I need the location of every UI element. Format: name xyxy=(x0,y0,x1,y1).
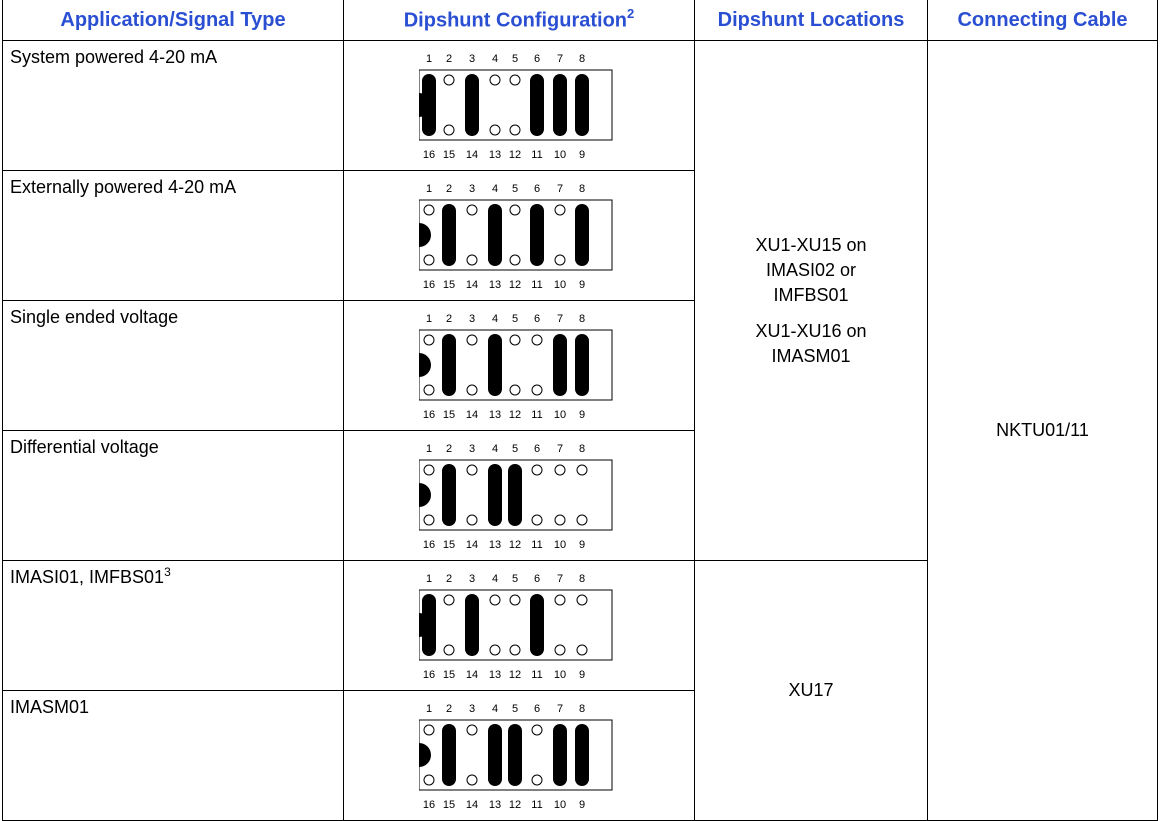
open-pin xyxy=(510,385,520,395)
pin-number-label: 16 xyxy=(422,149,436,161)
pin-number-label: 11 xyxy=(531,539,543,551)
open-pin xyxy=(424,205,434,215)
dipshunt-table xyxy=(2,0,1158,821)
signal-type-cell: Single ended voltage xyxy=(3,301,344,431)
pin-number-label: 10 xyxy=(553,799,567,811)
location-cell-xu1 xyxy=(695,41,928,561)
pin-number-label: 8 xyxy=(578,703,586,715)
open-pin xyxy=(490,595,500,605)
pin-number-label: 13 xyxy=(488,539,502,551)
pin-number-label: 16 xyxy=(422,799,436,811)
signal-type-cell: System powered 4-20 mA xyxy=(3,41,344,171)
open-pin xyxy=(444,75,454,85)
pin-number-label: 6 xyxy=(533,183,541,195)
shunt-jumper xyxy=(530,594,544,656)
dipshunt-config-cell xyxy=(344,301,695,431)
pin-number-label: 9 xyxy=(578,799,586,811)
open-pin xyxy=(577,465,587,475)
open-pin xyxy=(424,515,434,525)
pin-number-label: 6 xyxy=(533,313,541,325)
pin-number-label: 14 xyxy=(465,669,479,681)
footnote-2: 2 xyxy=(627,6,635,22)
shunt-jumper xyxy=(575,724,589,786)
open-pin xyxy=(424,465,434,475)
open-pin xyxy=(444,125,454,135)
pin-number-label: 15 xyxy=(442,149,456,161)
pin-number-label: 7 xyxy=(556,313,564,325)
pin-number-label: 12 xyxy=(508,149,522,161)
pin-number-label: 9 xyxy=(578,279,586,291)
header-connecting-cable: Connecting Cable xyxy=(928,0,1158,41)
shunt-jumper xyxy=(553,334,567,396)
shunt-jumper xyxy=(422,594,436,656)
open-pin xyxy=(467,725,477,735)
pin-number-label: 7 xyxy=(556,53,564,65)
orientation-notch xyxy=(419,353,431,377)
open-pin xyxy=(510,255,520,265)
shunt-jumper xyxy=(530,204,544,266)
pin-number-label: 2 xyxy=(445,183,453,195)
pin-number-label: 16 xyxy=(422,279,436,291)
shunt-jumper xyxy=(465,594,479,656)
open-pin xyxy=(555,645,565,655)
shunt-jumper xyxy=(575,74,589,136)
open-pin xyxy=(555,255,565,265)
pin-number-label: 16 xyxy=(422,669,436,681)
pin-number-label: 14 xyxy=(465,409,479,421)
location-text: XU1-XU16 on IMASM01 xyxy=(755,320,867,366)
open-pin xyxy=(555,205,565,215)
shunt-jumper xyxy=(488,724,502,786)
shunt-jumper xyxy=(442,724,456,786)
dipshunt-config-cell xyxy=(344,691,695,821)
pin-number-label: 4 xyxy=(491,703,499,715)
open-pin xyxy=(467,205,477,215)
pin-number-label: 7 xyxy=(556,183,564,195)
open-pin xyxy=(467,465,477,475)
pin-number-label: 8 xyxy=(578,313,586,325)
open-pin xyxy=(532,775,542,785)
pin-number-label: 13 xyxy=(488,279,502,291)
open-pin xyxy=(532,465,542,475)
location-text: XU1-XU15 on IMASI02 or IMFBS01 xyxy=(755,234,867,305)
pin-number-label: 14 xyxy=(465,799,479,811)
pin-number-label: 5 xyxy=(511,443,519,455)
pin-number-label: 14 xyxy=(465,279,479,291)
open-pin xyxy=(510,335,520,345)
pin-number-label: 5 xyxy=(511,313,519,325)
open-pin xyxy=(444,595,454,605)
pin-number-label: 4 xyxy=(491,443,499,455)
open-pin xyxy=(467,515,477,525)
pin-number-label: 5 xyxy=(511,703,519,715)
pin-number-label: 6 xyxy=(533,703,541,715)
header-signal-type: Application/Signal Type xyxy=(3,0,344,41)
dipshunt-config-cell xyxy=(344,171,695,301)
pin-number-label: 4 xyxy=(491,53,499,65)
pin-number-label: 3 xyxy=(468,703,476,715)
pin-number-label: 8 xyxy=(578,183,586,195)
pin-number-label: 9 xyxy=(578,149,586,161)
open-pin xyxy=(510,125,520,135)
pin-number-label: 4 xyxy=(491,313,499,325)
dipshunt-diagram xyxy=(419,41,619,165)
pin-number-label: 2 xyxy=(445,443,453,455)
shunt-jumper xyxy=(553,724,567,786)
shunt-jumper xyxy=(508,464,522,526)
shunt-jumper xyxy=(442,334,456,396)
pin-number-label: 11 xyxy=(531,799,543,811)
pin-number-label: 3 xyxy=(468,53,476,65)
shunt-jumper xyxy=(488,204,502,266)
open-pin xyxy=(424,725,434,735)
pin-number-label: 10 xyxy=(553,409,567,421)
shunt-jumper xyxy=(442,204,456,266)
dipshunt-diagram xyxy=(419,301,619,425)
shunt-jumper xyxy=(442,464,456,526)
pin-number-label: 8 xyxy=(578,573,586,585)
open-pin xyxy=(577,515,587,525)
pin-number-label: 7 xyxy=(556,703,564,715)
pin-number-label: 6 xyxy=(533,443,541,455)
open-pin xyxy=(532,335,542,345)
open-pin xyxy=(510,645,520,655)
dipshunt-config-cell xyxy=(344,41,695,171)
open-pin xyxy=(510,595,520,605)
open-pin xyxy=(424,255,434,265)
pin-number-label: 1 xyxy=(425,443,433,455)
pin-number-label: 15 xyxy=(442,539,456,551)
open-pin xyxy=(532,515,542,525)
dipshunt-diagram xyxy=(419,691,619,815)
pin-number-label: 14 xyxy=(465,149,479,161)
open-pin xyxy=(424,775,434,785)
orientation-notch xyxy=(419,223,431,247)
pin-number-label: 5 xyxy=(511,573,519,585)
shunt-jumper xyxy=(465,74,479,136)
shunt-jumper xyxy=(422,74,436,136)
pin-number-label: 3 xyxy=(468,313,476,325)
open-pin xyxy=(444,645,454,655)
pin-number-label: 6 xyxy=(533,573,541,585)
pin-number-label: 12 xyxy=(508,279,522,291)
open-pin xyxy=(467,255,477,265)
open-pin xyxy=(532,725,542,735)
pin-number-label: 11 xyxy=(531,149,543,161)
open-pin xyxy=(555,465,565,475)
pin-number-label: 3 xyxy=(468,443,476,455)
open-pin xyxy=(490,75,500,85)
pin-number-label: 1 xyxy=(425,703,433,715)
pin-number-label: 7 xyxy=(556,573,564,585)
signal-type-cell: Externally powered 4-20 mA xyxy=(3,171,344,301)
pin-number-label: 7 xyxy=(556,443,564,455)
pin-number-label: 9 xyxy=(578,539,586,551)
shunt-jumper xyxy=(508,724,522,786)
open-pin xyxy=(467,335,477,345)
orientation-notch xyxy=(419,743,431,767)
pin-number-label: 3 xyxy=(468,573,476,585)
open-pin xyxy=(510,75,520,85)
pin-number-label: 11 xyxy=(531,279,543,291)
header-dipshunt-locations: Dipshunt Locations xyxy=(695,0,928,41)
pin-number-label: 12 xyxy=(508,409,522,421)
location-cell-xu17: XU17 xyxy=(695,561,928,821)
pin-number-label: 8 xyxy=(578,53,586,65)
signal-type-cell: IMASM01 xyxy=(3,691,344,821)
pin-number-label: 11 xyxy=(531,409,543,421)
pin-number-label: 5 xyxy=(511,183,519,195)
header-row xyxy=(3,0,1158,41)
pin-number-label: 8 xyxy=(578,443,586,455)
shunt-jumper xyxy=(530,74,544,136)
pin-number-label: 12 xyxy=(508,539,522,551)
open-pin xyxy=(532,385,542,395)
pin-number-label: 13 xyxy=(488,149,502,161)
cable-cell: NKTU01/11 xyxy=(928,41,1158,821)
pin-number-label: 3 xyxy=(468,183,476,195)
pin-number-label: 1 xyxy=(425,53,433,65)
shunt-jumper xyxy=(575,204,589,266)
footnote-3: 3 xyxy=(164,565,171,579)
pin-number-label: 14 xyxy=(465,539,479,551)
table-row xyxy=(3,41,1158,171)
signal-type-cell: Differential voltage xyxy=(3,431,344,561)
open-pin xyxy=(424,335,434,345)
pin-number-label: 10 xyxy=(553,539,567,551)
pin-number-label: 15 xyxy=(442,669,456,681)
open-pin xyxy=(490,125,500,135)
pin-number-label: 1 xyxy=(425,313,433,325)
pin-number-label: 12 xyxy=(508,799,522,811)
pin-number-label: 2 xyxy=(445,53,453,65)
pin-number-label: 9 xyxy=(578,669,586,681)
dipshunt-diagram xyxy=(419,561,619,685)
shunt-jumper xyxy=(553,74,567,136)
pin-number-label: 10 xyxy=(553,279,567,291)
pin-number-label: 13 xyxy=(488,799,502,811)
pin-number-label: 11 xyxy=(531,669,543,681)
pin-number-label: 15 xyxy=(442,409,456,421)
pin-number-label: 2 xyxy=(445,313,453,325)
dipshunt-diagram xyxy=(419,431,619,555)
pin-number-label: 6 xyxy=(533,53,541,65)
shunt-jumper xyxy=(575,334,589,396)
pin-number-label: 13 xyxy=(488,669,502,681)
pin-number-label: 4 xyxy=(491,573,499,585)
pin-number-label: 9 xyxy=(578,409,586,421)
signal-type-cell: IMASI01, $IMFBS01^3$ xyxy=(3,561,344,691)
pin-number-label: 16 xyxy=(422,539,436,551)
pin-number-label: 16 xyxy=(422,409,436,421)
pin-number-label: 1 xyxy=(425,573,433,585)
pin-number-label: 10 xyxy=(553,149,567,161)
open-pin xyxy=(555,595,565,605)
open-pin xyxy=(510,205,520,215)
pin-number-label: 2 xyxy=(445,703,453,715)
open-pin xyxy=(467,385,477,395)
pin-number-label: 12 xyxy=(508,669,522,681)
pin-number-label: 2 xyxy=(445,573,453,585)
dipshunt-config-cell xyxy=(344,561,695,691)
pin-number-label: 1 xyxy=(425,183,433,195)
shunt-jumper xyxy=(488,464,502,526)
open-pin xyxy=(467,775,477,785)
dipshunt-config-cell xyxy=(344,431,695,561)
open-pin xyxy=(490,645,500,655)
pin-number-label: 13 xyxy=(488,409,502,421)
orientation-notch xyxy=(419,483,431,507)
open-pin xyxy=(424,385,434,395)
pin-number-label: 4 xyxy=(491,183,499,195)
shunt-jumper xyxy=(488,334,502,396)
open-pin xyxy=(577,645,587,655)
header-dipshunt-configuration: Dipshunt Configuration$^2$ xyxy=(344,0,695,41)
dipshunt-diagram xyxy=(419,171,619,295)
pin-number-label: 10 xyxy=(553,669,567,681)
pin-number-label: 15 xyxy=(442,799,456,811)
pin-number-label: 5 xyxy=(511,53,519,65)
pin-number-label: 15 xyxy=(442,279,456,291)
open-pin xyxy=(555,515,565,525)
open-pin xyxy=(577,595,587,605)
